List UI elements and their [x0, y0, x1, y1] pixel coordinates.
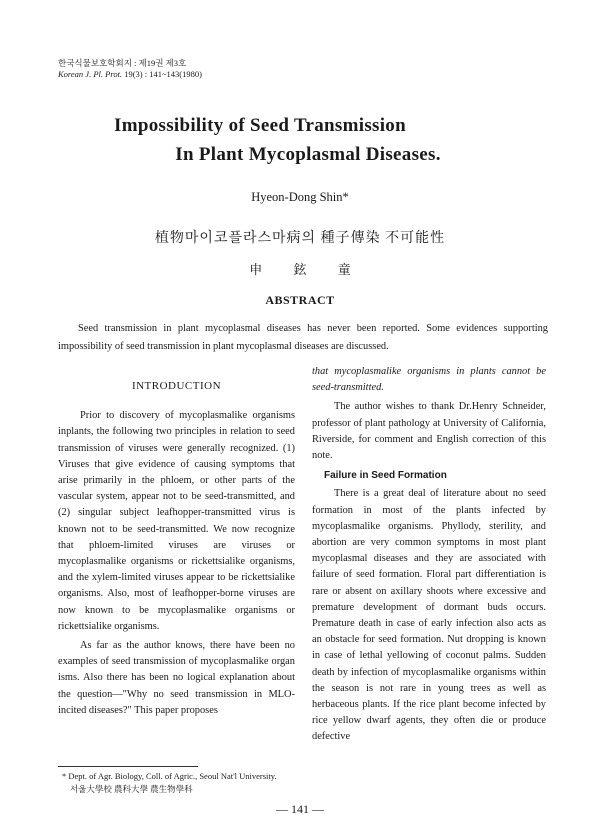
footnote	[62, 770, 277, 796]
introduction-heading: INTRODUCTION	[131, 380, 222, 392]
footnote-divider	[58, 766, 198, 767]
page-number: — 141 —	[276, 802, 324, 816]
left-column	[58, 364, 295, 719]
footnote-affiliation-korean: 서울大學校 農科大學 農生物學科	[70, 784, 193, 794]
author-name: Hyeon-Dong Shin*	[251, 190, 349, 204]
author-name-korean: 申 鉉 童	[249, 262, 351, 277]
journal-english-issue: 19(3) : 141~143(1980)	[122, 69, 202, 79]
failure-paragraph-1: There is a great deal of literature about no seed formation in most of the plants infected by mycoplasmalike organisms. Phyllody, sterility, and abortion are very common symptoms in most plant mycoplasmal diseases and they are associated with failure of seed formation. Floral part differentiation is rare or absent on axillary shoots where excessive and premature development of dormant buds occurs. Premature death in case of early infection also acts as an obstacle for seed formation. Nut dropping is known in case of lethal yellowing of coconut palms. Sudden death by infection of mycoplasmalike organisms within the season is not rare in young trees as well as herbaceous plants. If the rice plant become infected by rice yellow dwarf agents, they often die or produce defective	[312, 488, 546, 743]
failure-heading: Failure in Seed Formation	[324, 470, 447, 482]
journal-korean: 한국식물보호학회지 : 제19권 제3호	[58, 58, 187, 68]
journal-english-name: Korean J. Pl. Prot.	[58, 69, 123, 79]
introduction-paragraph-2: As far as the author knows, there have been no examples of seed transmission of mycoplasmalike organ isms. Also there has been no logical explanation about the question—"Why no seed transmission in MLO-incited diseases?" This paper proposes	[58, 640, 295, 716]
paper-title-korean: 植物마이코플라스마病의 種子傳染 不可能性	[154, 231, 446, 246]
journal-header	[58, 58, 202, 80]
paper-title-line-2: In Plant Mycoplasmal Diseases.	[175, 144, 441, 165]
introduction-continuation: that mycoplasmalike organisms in plants cannot be seed-transmitted.	[312, 366, 546, 394]
right-column	[312, 364, 546, 746]
journal-english	[58, 69, 202, 80]
abstract-text: Seed transmission in plant mycoplasmal diseases has never been reported. Some evidences supporting impossibility of seed transmission in plant mycoplasmal diseases are discussed.	[58, 323, 548, 352]
footnote-affiliation: * Dept. of Agr. Biology, Coll. of Agric., Seoul Nat'l University.	[62, 771, 277, 781]
abstract-heading: ABSTRACT	[265, 293, 335, 307]
acknowledgement-paragraph: The author wishes to thank Dr.Henry Schneider, professor of plant pathology at University of California, Riverside, for comment and English correction of this note.	[312, 401, 546, 462]
introduction-paragraph-1: Prior to discovery of mycoplasmalike organisms inplants, the following two principles in relation to seed transmission of viruses were generally recognized. (1) Viruses that give evidence of causing symptoms that arise primarily in the phloem, or other parts of the vascular system, appear not to be seed-transmitted, and (2) singular subject leafhopper-transmitted virus is known not to be seed-transmitted. We now recognize that phloem-limited viruses are viruses or mycoplasmalike organisms or rickettsialike organisms, and the xylem-limited viruses appear to be rickettsialike organisms. Also, most of leafhopper-borne viruses are now known to be mycoplasmalike organisms or rickettsialike organisms.	[58, 410, 295, 632]
paper-title-line-1: Impossibility of Seed Transmission	[114, 115, 406, 136]
